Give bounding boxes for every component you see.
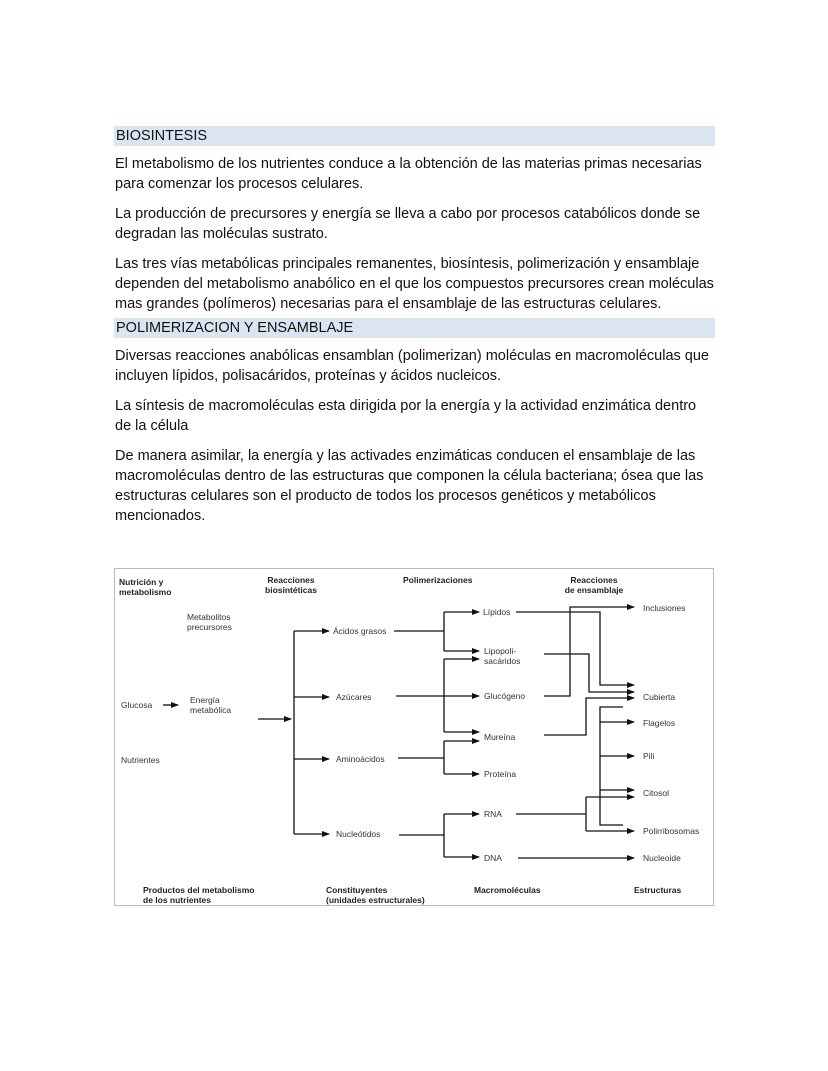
macro-mureina: Mureína [484, 732, 516, 742]
paragraph: Las tres vías metabólicas principales remanentes, biosíntesis, polimerización y ensamblaje dependen del metabolismo anabólico en el que los compuestos precursores crean moléculas mas grandes (polímeros) necesarias para el ensamblaje de las estructuras celulares. [115, 256, 714, 312]
macro-lipopoli: sacáridos [484, 656, 521, 666]
structure-pili: Pili [643, 751, 655, 761]
connector [600, 707, 623, 825]
constituent-azucares: Azúcares [336, 692, 372, 702]
document-body [114, 126, 715, 536]
paragraph: Diversas reacciones anabólicas ensamblan (polimerizan) moléculas en macromoléculas que incluyen lípidos, polisacáridos, proteínas y ácidos nucleicos. [115, 348, 709, 384]
footer-macromoleculas: Macromoléculas [474, 885, 541, 895]
footer-productos: Productos del metabolismo [143, 885, 255, 895]
connector [399, 814, 444, 857]
constituent-nucleotidos: Nucleótidos [336, 829, 381, 839]
constituent-aminoacidos: Aminoácidos [336, 754, 385, 764]
macro-dna: DNA [484, 853, 502, 863]
label-metabolitos: precursores [187, 622, 232, 632]
connector [544, 698, 634, 735]
constituent-acidos-grasos: Ácidos grasos [333, 626, 387, 636]
macro-lipidos: Lípidos [483, 607, 511, 617]
label-glucosa: Glucosa [121, 700, 153, 710]
footer-constituyentes: Constituyentes [326, 885, 388, 895]
structure-cubierta: Cubierta [643, 692, 676, 702]
header-reacciones-ens: de ensamblaje [564, 585, 624, 595]
connector [516, 612, 634, 685]
macro-glucogeno: Glucógeno [484, 691, 526, 701]
footer-constituyentes: (unidades estructurales) [326, 895, 425, 905]
section-heading-polimerizacion: POLIMERIZACION Y ENSAMBLAJE [114, 318, 715, 338]
paragraph: El metabolismo de los nutrientes conduce a la obtención de las materias primas necesarias para comenzar los procesos celulares. [115, 156, 702, 192]
label-nutrientes: Nutrientes [121, 755, 160, 765]
macro-proteina: Proteína [484, 769, 517, 779]
label-energia: Energía [190, 695, 220, 705]
section-heading-biosintesis: BIOSINTESIS [114, 126, 715, 146]
structure-citosol: Citosol [643, 788, 669, 798]
structure-inclusiones: Inclusiones [643, 603, 686, 613]
macro-rna: RNA [484, 809, 502, 819]
diagram-svg [115, 569, 715, 907]
header-reacciones-bio: biosintéticas [265, 585, 317, 595]
paragraph: La síntesis de macromoléculas esta dirigida por la energía y la actividad enzimática dentro de la célula [115, 398, 697, 434]
structure-flagelos: Flagelos [643, 718, 676, 728]
connector [394, 612, 444, 651]
structure-polirribosomas: Polirribosomas [643, 826, 700, 836]
header-nutricion: metabolismo [119, 587, 172, 597]
header-nutricion: Nutrición y [119, 577, 164, 587]
connector [396, 659, 444, 732]
footer-productos: de los nutrientes [143, 895, 212, 905]
connector [398, 741, 444, 774]
header-polimerizaciones: Polimerizaciones [403, 575, 473, 585]
paragraph: La producción de precursores y energía se lleva a cabo por procesos catabólicos donde se degradan las moléculas sustrato. [115, 206, 701, 242]
label-energia: metabólica [190, 705, 232, 715]
paragraph: De manera asimilar, la energía y las activades enzimáticas conducen el ensamblaje de las macromoléculas dentro de las estructuras que componen la célula bacteriana; ósea que las estructuras celulares son el producto de todos los procesos genéticos y metabólicos mencionados. [115, 448, 704, 524]
header-reacciones-bio: Reacciones [267, 575, 315, 585]
connector [516, 797, 586, 831]
footer-estructuras: Estructuras [634, 885, 682, 895]
connector [544, 654, 634, 692]
label-metabolitos: Metabolitos [187, 612, 231, 622]
header-reacciones-ens: Reacciones [570, 575, 618, 585]
macro-lipopoli: Lipopoli- [484, 646, 517, 656]
structure-nucleoide: Nucleoide [643, 853, 681, 863]
biosynthesis-diagram [114, 568, 714, 906]
